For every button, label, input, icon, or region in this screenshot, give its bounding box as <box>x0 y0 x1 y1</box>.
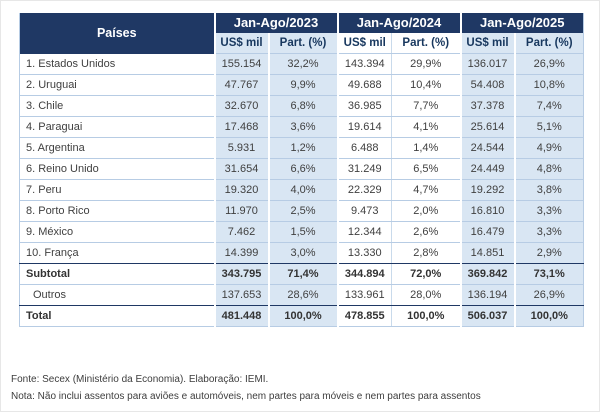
value-cell: 10,8% <box>515 75 584 96</box>
value-cell: 73,1% <box>515 264 584 285</box>
value-cell: 16.810 <box>461 201 515 222</box>
table-header <box>20 13 584 54</box>
subheader-part-2023: Part. (%) <box>269 33 338 54</box>
footnotes <box>11 372 481 405</box>
value-cell: 14.399 <box>215 243 269 264</box>
row-label: 7. Peru <box>20 180 215 201</box>
value-cell: 1,2% <box>269 138 338 159</box>
value-cell: 37.378 <box>461 96 515 117</box>
value-cell: 100,0% <box>515 306 584 327</box>
value-cell: 2,8% <box>392 243 461 264</box>
value-cell: 22.329 <box>338 180 392 201</box>
value-cell: 24.544 <box>461 138 515 159</box>
value-cell: 2,0% <box>392 201 461 222</box>
column-group-2024: Jan-Ago/2024 <box>338 13 461 33</box>
value-cell: 6.488 <box>338 138 392 159</box>
value-cell: 155.154 <box>215 54 269 75</box>
value-cell: 3,3% <box>515 201 584 222</box>
subheader-part-2025: Part. (%) <box>515 33 584 54</box>
value-cell: 19.292 <box>461 180 515 201</box>
table-row <box>20 96 584 117</box>
value-cell: 4,0% <box>269 180 338 201</box>
value-cell: 133.961 <box>338 285 392 306</box>
value-cell: 506.037 <box>461 306 515 327</box>
value-cell: 3,8% <box>515 180 584 201</box>
table-row <box>20 243 584 264</box>
value-cell: 9,9% <box>269 75 338 96</box>
value-cell: 72,0% <box>392 264 461 285</box>
table-row <box>20 285 584 306</box>
value-cell: 2,6% <box>392 222 461 243</box>
value-cell: 7,4% <box>515 96 584 117</box>
value-cell: 4,1% <box>392 117 461 138</box>
row-label: 6. Reino Unido <box>20 159 215 180</box>
value-cell: 5.931 <box>215 138 269 159</box>
value-cell: 17.468 <box>215 117 269 138</box>
scope-note: Nota: Não inclui assentos para aviões e automóveis, nem partes para móveis e nem partes para assentos <box>11 390 481 402</box>
table-row <box>20 138 584 159</box>
row-label: Outros <box>20 285 215 306</box>
column-group-2023: Jan-Ago/2023 <box>215 13 338 33</box>
value-cell: 481.448 <box>215 306 269 327</box>
value-cell: 2,9% <box>515 243 584 264</box>
value-cell: 1,5% <box>269 222 338 243</box>
value-cell: 3,0% <box>269 243 338 264</box>
row-label: 1. Estados Unidos <box>20 54 215 75</box>
value-cell: 19.614 <box>338 117 392 138</box>
value-cell: 47.767 <box>215 75 269 96</box>
value-cell: 4,8% <box>515 159 584 180</box>
value-cell: 31.654 <box>215 159 269 180</box>
table-row <box>20 159 584 180</box>
table-row <box>20 201 584 222</box>
value-cell: 137.653 <box>215 285 269 306</box>
table-row <box>20 54 584 75</box>
value-cell: 143.394 <box>338 54 392 75</box>
value-cell: 9.473 <box>338 201 392 222</box>
value-cell: 3,3% <box>515 222 584 243</box>
value-cell: 7,7% <box>392 96 461 117</box>
value-cell: 7.462 <box>215 222 269 243</box>
value-cell: 100,0% <box>269 306 338 327</box>
row-label: 4. Paraguai <box>20 117 215 138</box>
value-cell: 4,7% <box>392 180 461 201</box>
value-cell: 369.842 <box>461 264 515 285</box>
value-cell: 6,6% <box>269 159 338 180</box>
subheader-usd-2023: US$ mil <box>215 33 269 54</box>
value-cell: 343.795 <box>215 264 269 285</box>
value-cell: 3,6% <box>269 117 338 138</box>
subheader-part-2024: Part. (%) <box>392 33 461 54</box>
value-cell: 25.614 <box>461 117 515 138</box>
value-cell: 32.670 <box>215 96 269 117</box>
value-cell: 19.320 <box>215 180 269 201</box>
table-row <box>20 306 584 327</box>
table-row <box>20 222 584 243</box>
table-row <box>20 180 584 201</box>
table-row <box>20 75 584 96</box>
header-row-groups <box>20 13 584 33</box>
value-cell: 16.479 <box>461 222 515 243</box>
exports-by-country-table <box>19 13 584 327</box>
subheader-usd-2025: US$ mil <box>461 33 515 54</box>
value-cell: 5,1% <box>515 117 584 138</box>
value-cell: 344.894 <box>338 264 392 285</box>
value-cell: 100,0% <box>392 306 461 327</box>
value-cell: 26,9% <box>515 54 584 75</box>
table-row <box>20 264 584 285</box>
value-cell: 4,9% <box>515 138 584 159</box>
value-cell: 36.985 <box>338 96 392 117</box>
subheader-usd-2024: US$ mil <box>338 33 392 54</box>
value-cell: 10,4% <box>392 75 461 96</box>
value-cell: 12.344 <box>338 222 392 243</box>
row-label: 2. Uruguai <box>20 75 215 96</box>
table-row <box>20 117 584 138</box>
row-label: 9. México <box>20 222 215 243</box>
value-cell: 13.330 <box>338 243 392 264</box>
value-cell: 26,9% <box>515 285 584 306</box>
value-cell: 11.970 <box>215 201 269 222</box>
table-body <box>20 54 584 327</box>
row-label: Total <box>20 306 215 327</box>
row-label: 8. Porto Rico <box>20 201 215 222</box>
value-cell: 2,5% <box>269 201 338 222</box>
value-cell: 29,9% <box>392 54 461 75</box>
countries-column-header: Países <box>20 13 215 54</box>
value-cell: 28,0% <box>392 285 461 306</box>
row-label: Subtotal <box>20 264 215 285</box>
source-note: Fonte: Secex (Ministério da Economia). Elaboração: IEMI. <box>11 374 269 385</box>
value-cell: 1,4% <box>392 138 461 159</box>
value-cell: 54.408 <box>461 75 515 96</box>
value-cell: 49.688 <box>338 75 392 96</box>
value-cell: 6,5% <box>392 159 461 180</box>
row-label: 5. Argentina <box>20 138 215 159</box>
value-cell: 71,4% <box>269 264 338 285</box>
row-label: 3. Chile <box>20 96 215 117</box>
value-cell: 28,6% <box>269 285 338 306</box>
value-cell: 24.449 <box>461 159 515 180</box>
value-cell: 32,2% <box>269 54 338 75</box>
value-cell: 31.249 <box>338 159 392 180</box>
value-cell: 14.851 <box>461 243 515 264</box>
value-cell: 136.017 <box>461 54 515 75</box>
value-cell: 6,8% <box>269 96 338 117</box>
row-label: 10. França <box>20 243 215 264</box>
value-cell: 136.194 <box>461 285 515 306</box>
value-cell: 478.855 <box>338 306 392 327</box>
column-group-2025: Jan-Ago/2025 <box>461 13 584 33</box>
